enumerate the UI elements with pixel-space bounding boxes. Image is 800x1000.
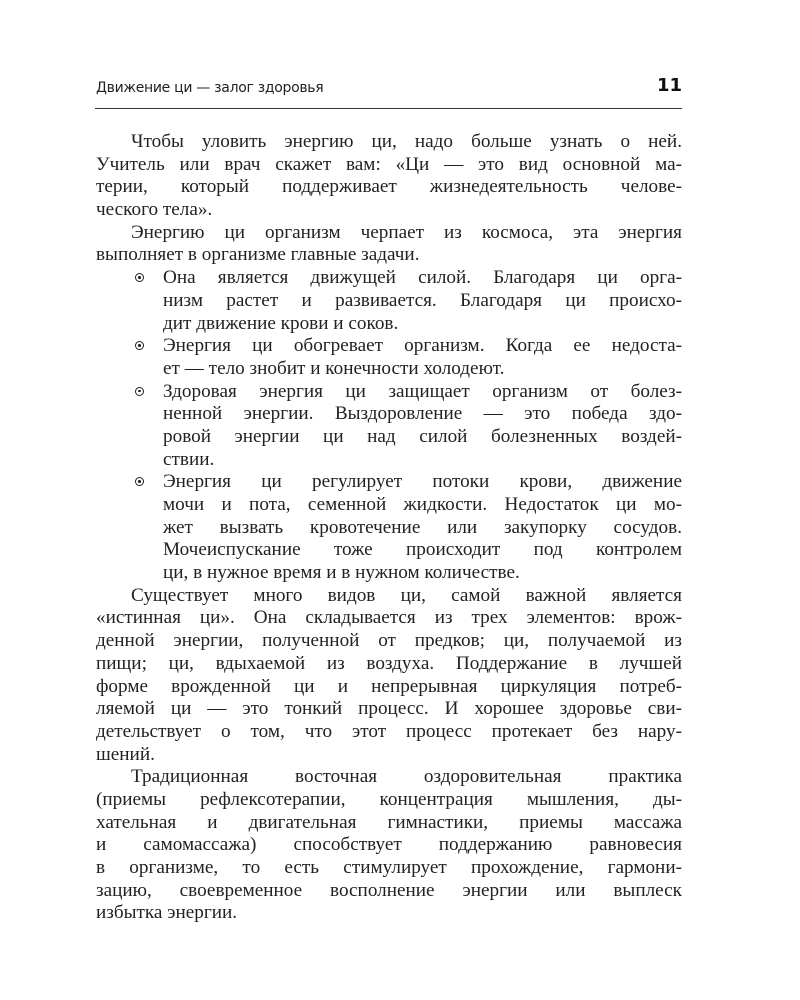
- text-line: выполняет в организме главные задачи.: [96, 244, 420, 266]
- text-line: зацию, своевременное восполнение энергии или выплеск: [96, 879, 682, 901]
- page-body: [96, 131, 682, 925]
- text-line: ненной энергии. Выздоровление — это победа здо-: [163, 403, 682, 425]
- circle-bullet-icon: [135, 477, 144, 486]
- text-line: Она является движущей силой. Благодаря ци орга-: [163, 267, 682, 289]
- bullet-item: [96, 471, 682, 584]
- paragraph: [96, 222, 682, 267]
- text-line: ляемой ци — это тонкий процесс. И хорошее здоровье сви-: [96, 698, 682, 720]
- text-line: Энергию ци организм черпает из космоса, эта энергия: [131, 221, 682, 243]
- text-line: ци, в нужное время и в нужном количестве.: [163, 562, 520, 584]
- text-line: форме врожденной ци и непрерывная циркуляция потреб-: [96, 675, 682, 697]
- text-line: ровой энергии ци над силой болезненных воздей-: [163, 425, 682, 447]
- paragraph: [96, 131, 682, 222]
- text-line: Существует много видов ци, самой важной является: [131, 584, 682, 606]
- bullet-item: [96, 335, 682, 380]
- circle-bullet-icon: [135, 341, 144, 350]
- text-line: Чтобы уловить энергию ци, надо больше узнать о ней.: [131, 131, 682, 152]
- text-line: Традиционная восточная оздоровительная практика: [131, 766, 682, 788]
- text-line: «истинная ци». Она складывается из трех элементов: врож-: [96, 607, 682, 629]
- text-line: в организме, то есть стимулирует прохождение, гармони-: [96, 857, 682, 878]
- text-line: ет — тело знобит и конечности холодеют.: [163, 357, 505, 379]
- text-line: Энергия ци регулирует потоки крови, движение: [163, 471, 682, 493]
- text-line: терии, который поддерживает жизнедеятельность челове-: [96, 176, 682, 198]
- text-line: жет вызвать кровотечение или закупорку сосудов.: [163, 516, 682, 538]
- page-header: [95, 74, 682, 109]
- text-line: ствии.: [163, 448, 215, 470]
- text-line: Мочеиспускание тоже происходит под контролем: [163, 539, 682, 561]
- bullet-item: [96, 267, 682, 335]
- text-line: Учитель или врач скажет вам: «Ци — это вид основной ма-: [96, 153, 682, 175]
- text-line: ческого тела».: [96, 199, 213, 221]
- text-line: денной энергии, полученной от предков; ци, получаемой из: [96, 630, 682, 652]
- text-line: дит движение крови и соков.: [163, 312, 399, 334]
- text-line: детельствует о том, что этот процесс протекает без нару-: [96, 720, 682, 742]
- text-line: хательная и двигательная гимнастики, приемы массажа: [96, 811, 682, 833]
- paragraph: [96, 585, 682, 767]
- text-line: Энергия ци обогревает организм. Когда ее недоста-: [163, 335, 682, 357]
- text-line: шений.: [96, 743, 155, 765]
- circle-bullet-icon: [135, 387, 144, 396]
- text-line: мочи и пота, семенной жидкости. Недостаток ци мо-: [163, 494, 682, 515]
- text-line: избытка энергии.: [96, 902, 238, 924]
- text-line: Здоровая энергия ци защищает организм от болез-: [163, 380, 682, 402]
- bullet-item: [96, 381, 682, 472]
- text-line: и самомассажа) способствует поддержанию равновесия: [96, 834, 682, 856]
- text-line: (приемы рефлексотерапии, концентрация мышления, ды-: [96, 788, 682, 810]
- text-line: пищи; ци, вдыхаемой из воздуха. Поддержание в лучшей: [96, 652, 682, 674]
- paragraph: [96, 766, 682, 925]
- running-title: Движение ци — залог здоровья: [96, 80, 324, 96]
- circle-bullet-icon: [135, 273, 144, 282]
- page-number: 11: [656, 75, 682, 96]
- text-line: низм растет и развивается. Благодаря ци происхо-: [163, 289, 682, 311]
